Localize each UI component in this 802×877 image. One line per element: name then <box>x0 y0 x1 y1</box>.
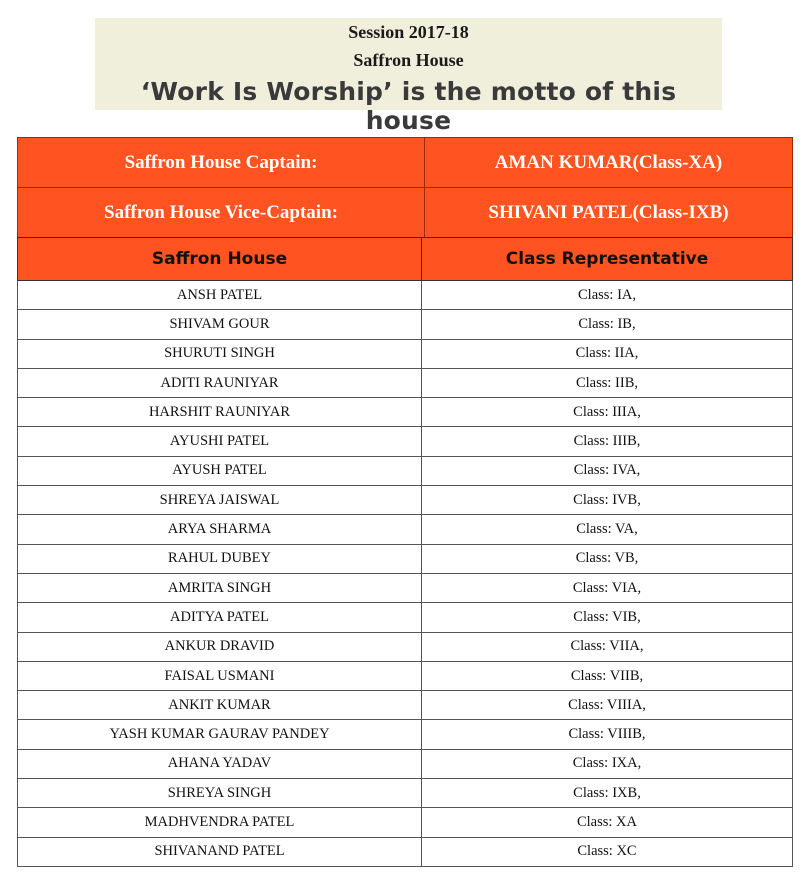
class-cell: Class: IIIA, <box>422 398 793 427</box>
class-cell: Class: IVB, <box>422 486 793 515</box>
class-cell: Class: VIB, <box>422 603 793 632</box>
class-cell: Class: VIIIA, <box>422 691 793 720</box>
table-row <box>18 661 793 690</box>
table-row <box>18 544 793 573</box>
table-header-row <box>18 238 793 281</box>
class-cell: Class: IA, <box>422 281 793 310</box>
table-row <box>18 281 793 310</box>
vice-captain-name: SHIVANI PATEL(Class-IXB) <box>425 188 793 238</box>
captain-name: AMAN KUMAR(Class-XA) <box>425 138 793 188</box>
class-cell: Class: IB, <box>422 310 793 339</box>
table-row <box>18 691 793 720</box>
table-row <box>18 339 793 368</box>
student-name-cell: AYUSH PATEL <box>18 456 422 485</box>
student-name-cell: ADITI RAUNIYAR <box>18 368 422 397</box>
vice-captain-row <box>18 188 793 238</box>
vice-captain-label: Saffron House Vice-Captain: <box>18 188 425 238</box>
class-cell: Class: IXA, <box>422 749 793 778</box>
house-motto: ‘Work Is Worship’ is the motto of this house <box>140 77 677 135</box>
class-cell: Class: VIA, <box>422 573 793 602</box>
table-row <box>18 808 793 837</box>
table-row <box>18 837 793 866</box>
session-title: Session 2017-18 <box>348 22 469 42</box>
table-row <box>18 632 793 661</box>
student-name-cell: MADHVENDRA PATEL <box>18 808 422 837</box>
student-name-cell: RAHUL DUBEY <box>18 544 422 573</box>
student-name-cell: SHREYA JAISWAL <box>18 486 422 515</box>
captain-label: Saffron House Captain: <box>18 138 425 188</box>
column-header-house: Saffron House <box>18 238 422 281</box>
class-cell: Class: VIIB, <box>422 661 793 690</box>
house-title: Saffron House <box>353 50 464 70</box>
class-cell: Class: IIB, <box>422 368 793 397</box>
class-cell: Class: XA <box>422 808 793 837</box>
student-name-cell: FAISAL USMANI <box>18 661 422 690</box>
table-row <box>18 603 793 632</box>
class-cell: Class: IXB, <box>422 779 793 808</box>
student-name-cell: HARSHIT RAUNIYAR <box>18 398 422 427</box>
class-cell: Class: VIIA, <box>422 632 793 661</box>
student-name-cell: SHIVAM GOUR <box>18 310 422 339</box>
student-name-cell: ARYA SHARMA <box>18 515 422 544</box>
column-header-class-representative: Class Representative <box>422 238 793 281</box>
class-representative-table <box>17 237 793 867</box>
student-name-cell: ANKUR DRAVID <box>18 632 422 661</box>
student-name-cell: SHIVANAND PATEL <box>18 837 422 866</box>
table-row <box>18 398 793 427</box>
table-row <box>18 720 793 749</box>
class-cell: Class: IVA, <box>422 456 793 485</box>
table-body <box>18 281 793 867</box>
student-name-cell: SHREYA SINGH <box>18 779 422 808</box>
table-row <box>18 486 793 515</box>
table-row <box>18 779 793 808</box>
table-row <box>18 368 793 397</box>
class-cell: Class: IIA, <box>422 339 793 368</box>
student-name-cell: AYUSHI PATEL <box>18 427 422 456</box>
class-cell: Class: XC <box>422 837 793 866</box>
table-row <box>18 515 793 544</box>
class-cell: Class: VIIIB, <box>422 720 793 749</box>
table-row <box>18 310 793 339</box>
student-name-cell: AMRITA SINGH <box>18 573 422 602</box>
student-name-cell: ANKIT KUMAR <box>18 691 422 720</box>
class-cell: Class: VB, <box>422 544 793 573</box>
class-cell: Class: IIIB, <box>422 427 793 456</box>
student-name-cell: SHURUTI SINGH <box>18 339 422 368</box>
captain-row <box>18 138 793 188</box>
student-name-cell: ANSH PATEL <box>18 281 422 310</box>
table-row <box>18 573 793 602</box>
student-name-cell: ADITYA PATEL <box>18 603 422 632</box>
student-name-cell: YASH KUMAR GAURAV PANDEY <box>18 720 422 749</box>
table-row <box>18 427 793 456</box>
table-row <box>18 749 793 778</box>
header-banner <box>95 18 722 135</box>
class-cell: Class: VA, <box>422 515 793 544</box>
leadership-table <box>17 137 793 238</box>
table-row <box>18 456 793 485</box>
student-name-cell: AHANA YADAV <box>18 749 422 778</box>
